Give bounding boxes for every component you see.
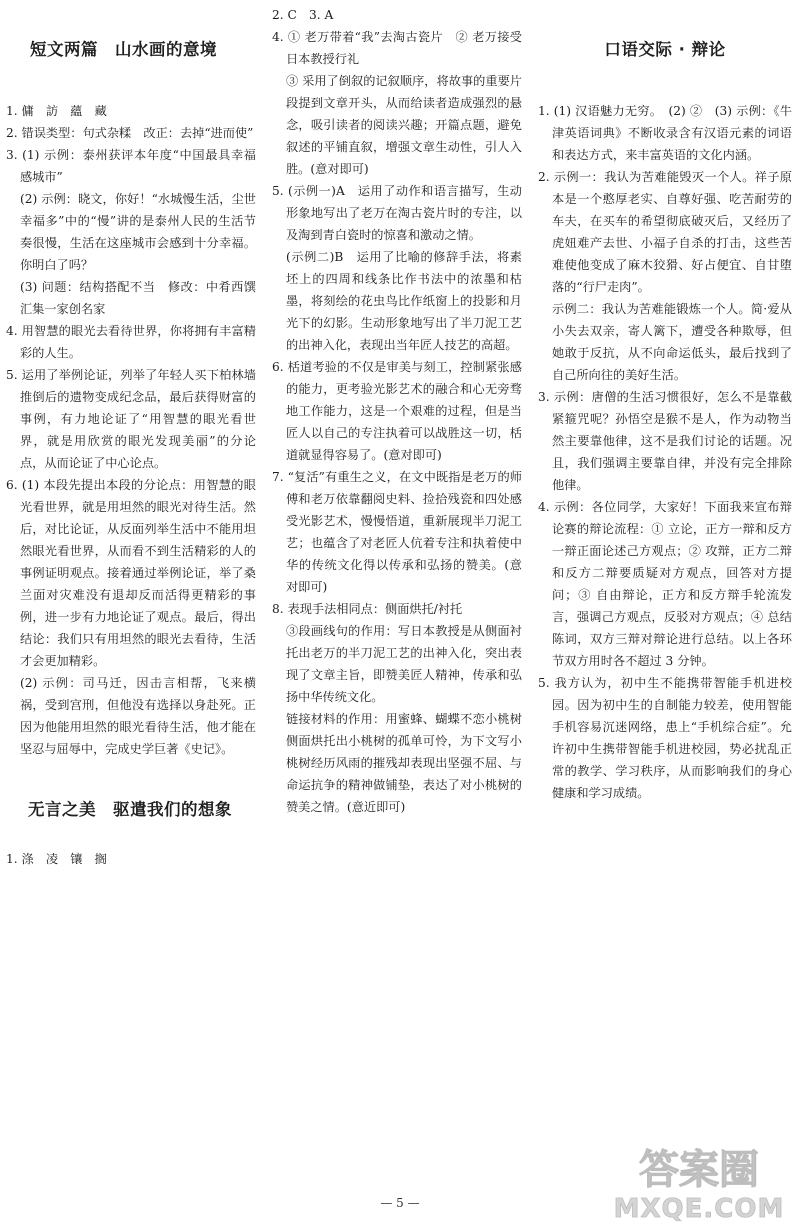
answer-item: 3. 示例：唐僧的生活习惯很好，怎么不是靠截紧箍咒呢？孙悟空是猴不是人，作为动物当然主要靠他律，这不是我们讨论的话题。况且，我们强调主要靠自律，并没有完全排除他律。 [538,390,792,492]
answer-item: 7. “复活”有重生之义，在文中既指是老万的师傅和老万依靠翻阅史料、捡拾残瓷和四处感受光影艺术，慢慢悟道，重新展现半刀泥工艺；也蕴含了对老匠人伉着专注和执着使中华的传统文化得以传承和弘扬的赞美。(意对即可) [272,470,522,594]
answer-item: 3. (1) 示例：泰州获评本年度“中国最具幸福感城市” [6,148,256,184]
answer-subitem: 示例二：我认为苦难能锻炼一个人。简·爱从小失去双亲，寄人篱下，遭受各种欺辱，但她敢于反抗，从不向命运低头，最后找到了自己所向往的美好生活。 [552,302,792,382]
answer-item: 2. 示例一：我认为苦难能毁灭一个人。祥子原本是一个憨厚老实、自尊好强、吃苦耐劳的车夫，在买车的希望彻底破灭后，又经历了虎妞难产去世、小福子自杀的打击，这些苦难使他变成了麻木狡猾、好占便宜、自甘堕落的“行尸走肉”。 [538,170,792,294]
column-right [538,0,792,804]
answer-subitem: (2) 示例：晓文，你好！“水城慢生活，尘世幸福多”中的“慢”讲的是泰州人民的生活节奏很慢，生活在这座城市会感到十分幸福。你明白了吗？ [20,192,256,272]
column-left [6,0,256,870]
answer-item: 4. 示例：各位同学，大家好！下面我来宣布辩论赛的辩论流程：① 立论，正方一辩和反方一辩正面论述己方观点；② 攻辩，正方二辩和反方二辩要质疑对方观点，回答对方提问；③ 自由辩论，正方和反方辩手轮流发言，强调己方观点，反驳对方观点；④ 总结陈词，双方三辩对辩论进行总结。以上各环节双方用时各不超过 3 分钟。 [538,500,792,668]
watermark-logo [604,1131,794,1226]
section-title-wuyanzhimei: 无言之美 驱遣我们的想象 [28,800,232,819]
answer-subitem: (2) 示例：司马迁，因击言相帮，飞来横祸，受到宫刑，但他没有选择以身赴死。正因为他能用坦然的眼光看待生活，他才能在坚忍与屈辱中，完成史学巨著《史记》。 [20,676,256,756]
answer-item: 1. (1) 汉语魅力无穷。 (2) ② (3) 示例：《牛津英语词典》不断收录含有汉语元素的词语和表达方式，来丰富英语的文化内涵。 [538,104,792,162]
answer-item: 5. (示例一)A 运用了动作和语言描写，生动形象地写出了老万在淘古瓷片时的专注，以及淘到青白瓷时的惊喜和激动之情。 [272,184,522,242]
section-title-shanshuihua: 短文两篇 山水画的意境 [30,40,217,59]
answer-item: 1. 傭 訪 蘊 藏 [6,104,107,118]
answer-item: 6. 栝道考验的不仅是审美与刻工，控制紧张感的能力，更考验光影艺术的融合和心无旁骛地工作能力，这是一个艰难的过程，但是当匠人以自己的专注执着可以战胜这一切，栝道就显得容易了。(意对即可) [272,360,522,462]
answer-item: 4. ① 老万带着“我”去淘古瓷片 ② 老万接受日本教授行礼 [272,30,522,66]
answer-item: 8. 表现手法相同点：侧面烘托/衬托 [272,602,463,616]
answer-item: 4. 用智慧的眼光去看待世界，你将拥有丰富精彩的人生。 [6,324,256,360]
answer-subitem: ③段画线句的作用：写日本教授是从侧面衬托出老万的半刀泥工艺的出神入化，突出表现了文章主旨，即赞美匠人精神，传承和弘扬中华传统文化。 [286,624,522,704]
page-number: — 5 — [380,1196,420,1210]
section-title-bianlun: 口语交际 · 辩论 [604,40,726,59]
answer-item: 6. (1) 本段先提出本段的分论点：用智慧的眼光看世界，就是用坦然的眼光对待生活。然后，对比论证，从反面列举生活中不能用坦然眼光看世界，从而看不到生活精彩的人的事例证明观点。接着通过举例论证，举了桑兰面对灾难没有退却反而活得更精彩的事例，进一步有力地论证了观点。最后，得出结论：我们只有用坦然的眼光去看待，生活才会更加精彩。 [6,478,256,668]
answer-subitem: (3) 问题：结构搭配不当 修改：中肴西馔汇集一家创名家 [20,280,256,316]
answer-subitem: (示例二)B 运用了比喻的修辞手法，将素坯上的四周和线条比作书法中的浓墨和枯墨，将刻绘的花虫鸟比作纸窗上的投影和月光下的幻影。生动形象地写出了半刀泥工艺的出神入化，表现出当年匠人技艺的高超。 [286,250,522,352]
answer-item: 5. 运用了举例论证，列举了年轻人买下柏林墙推倒后的遗物变成纪念品，最后获得财富的事例，有力地论证了“用智慧的眼光看世界，就是用欣赏的眼光发现美丽”的分论点，从而论证了中心论点。 [6,368,256,470]
answer-item: 2. C 3. A [272,8,334,22]
column-middle [272,0,522,818]
answer-item: 1. 涤 凌 镶 搁 [6,852,107,866]
answer-subitem: 链接材料的作用：用蜜蜂、蝴蝶不恋小桃树侧面烘托出小桃树的孤单可怜，为下文写小桃树经历风雨的摧残却表现出坚强不屈、与命运抗争的精神做铺垫，表达了对小桃树的赞美之情。(意近即可) [286,712,522,814]
watermark-text: 答案圈 [639,1147,759,1193]
answer-item: 2. 错误类型：句式杂糅 改正：去掉“进而使” [6,126,254,140]
watermark-url: MXQE.COM [613,1194,785,1224]
answer-item: 5. 我方认为，初中生不能携带智能手机进校园。因为初中生的自制能力较差，使用智能手机容易沉迷网络，患上“手机综合症”。允许初中生携带智能手机进校园，势必扰乱正常的教学、学习秩序，从而影响我们的身心健康和学习成绩。 [538,676,792,800]
answer-subitem: ③ 采用了倒叙的记叙顺序，将故事的重要片段提到文章开头，从而给读者造成强烈的悬念，吸引读者的阅读兴趣；开篇点题，避免叙述的平铺直叙，增强文章生动性，引人入胜。(意对即可) [286,74,522,176]
